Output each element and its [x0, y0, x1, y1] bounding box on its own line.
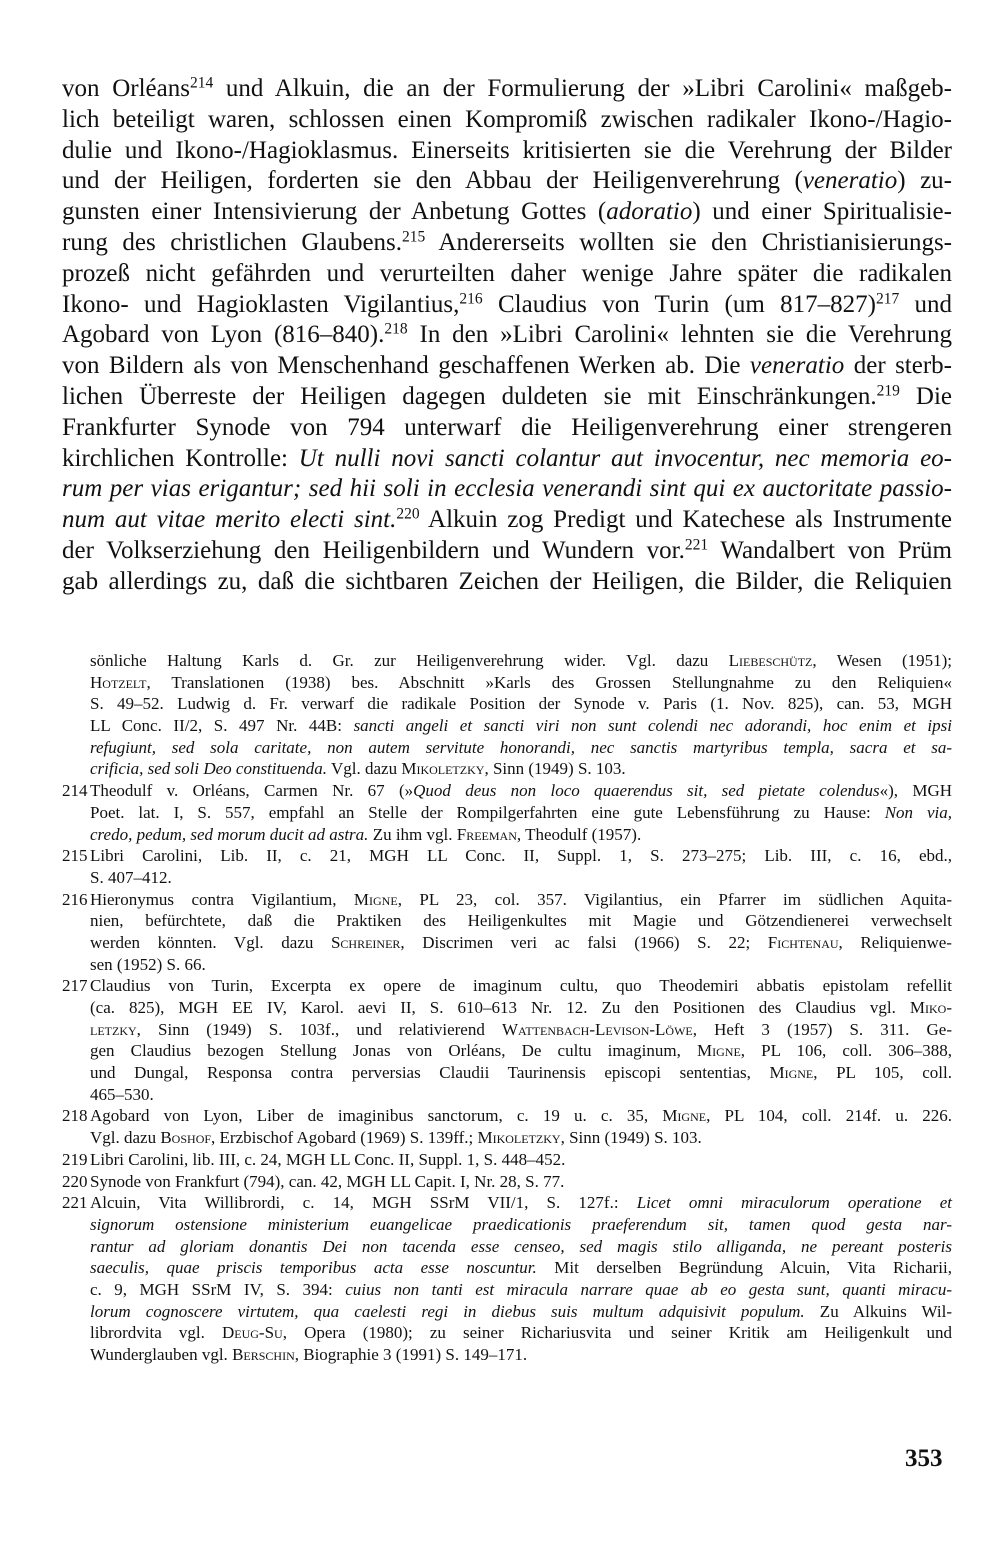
- italic-text: Ut nulli novi sancti colantur aut invocentur, nec memoria eo-: [298, 444, 952, 472]
- footnote-line: S. 407–412.: [90, 867, 172, 887]
- footnote-217: [62, 975, 952, 1105]
- footnote-line: [90, 737, 952, 759]
- footnote-line: werden könnten. Vgl. dazu Schreiner, Discrimen veri ac falsi (1966) S. 22; Fichtenau, Reliquienwe-: [90, 932, 952, 952]
- footnote-line: c. 9, MGH SSrM IV, S. 394: cuius non tanti est miracula narrare quae ab eo gesta sunt, quanti miracu-: [90, 1279, 952, 1299]
- italic-text: lorum cognoscere virtutem, qua caelesti regi in diebus suis multum adquisivit populum.: [90, 1301, 805, 1321]
- text-line: Agobard von Lyon (816–840).$^{218}$ In den »Libri Carolini« lehnten sie die Verehrung: [62, 320, 952, 349]
- italic-text: cuius non tanti est miracula narrare quae ab eo gesta sunt, quanti miracu-: [345, 1279, 952, 1299]
- italic-text: adoratio: [606, 198, 693, 226]
- text-line: der Volkserziehung den Heiligenbildern und Wundern vor.$^{221}$ Wandalbert von Prüm: [62, 536, 952, 564]
- footnote-line: Alcuin, Vita Willibrordi, c. 14, MGH SSrM VII/1, S. 127f.: Licet omni miraculorum operatione et: [90, 1193, 952, 1213]
- footnote-line: Synode von Frankfurt (794), can. 42, MGH LL Capit. I, Nr. 28, S. 77.: [90, 1171, 565, 1191]
- footnote-216: [62, 889, 952, 976]
- footnote-line: Claudius von Turin, Excerpta ex opere de imaginum cultu, quo Theodemiri abbatis epistolam refellit: [90, 976, 952, 996]
- text-line: [62, 474, 952, 505]
- footnote-line: Libri Carolini, Lib. II, c. 21, MGH LL Conc. II, Suppl. 1, S. 273–275; Lib. III, c. 16, ebd.,: [90, 846, 952, 866]
- footnote-line: Theodulf v. Orléans, Carmen Nr. 67 (»Quod deus non loco quaerendus sit, sed pietate colendus«), MGH: [90, 781, 952, 801]
- footnote-ref: 214: [189, 74, 214, 92]
- author-name: Migne: [697, 1041, 741, 1061]
- author-name: Fichtenau: [767, 932, 839, 952]
- author-name: Mikoletzky: [401, 759, 485, 779]
- footnote-number: 217: [62, 976, 88, 996]
- footnote-line: crificia, sed soli Deo constituenda. Vgl. dazu Mikoletzky, Sinn (1949) S. 103.: [90, 759, 626, 779]
- author-name: Migne: [769, 1063, 814, 1083]
- italic-text: Non via,: [884, 802, 952, 822]
- text-line: von Bildern als von Menschenhand geschaffenen Werken ab. Die veneratio der sterb-: [62, 352, 952, 380]
- italic-text: crificia, sed soli Deo constituenda.: [90, 759, 328, 779]
- text-line: rung des christlichen Glaubens.$^{215}$ Andererseits wollten sie den Christianisierungs-: [62, 228, 952, 256]
- footnote-line: [90, 1236, 952, 1258]
- main-text: [62, 74, 952, 598]
- text-line: num aut vitae merito electi sint.$^{220}$ Alkuin zog Predigt und Katechese als Instrumente: [62, 505, 952, 534]
- italic-text: num aut vitae merito electi sint.: [62, 506, 397, 534]
- footnote-line: gen Claudius bezogen Stellung Jonas von Orléans, De cultu imaginum, Migne, PL 106, coll. 306–388,: [90, 1041, 952, 1061]
- italic-text: veneratio: [802, 167, 898, 195]
- footnote-line: librordvita vgl. Deug-Su, Opera (1980); zu seiner Richariusvita und seiner Kritik am Heiligenkult und: [90, 1323, 953, 1343]
- footnote-line: letzky, Sinn (1949) S. 103f., und relativierend Wattenbach-Levison-Löwe, Heft 3 (1957) S. 311. Ge-: [90, 1019, 952, 1039]
- footnote-line: Vgl. dazu Boshof, Erzbischof Agobard (1969) S. 139ff.; Mikoletzky, Sinn (1949) S. 103.: [90, 1128, 702, 1148]
- text-line: kirchlichen Kontrolle: Ut nulli novi sancti colantur aut invocentur, nec memoria eo-: [62, 444, 952, 472]
- footnote-line: Wunderglauben vgl. Berschin, Biographie 3 (1991) S. 149–171.: [90, 1345, 528, 1364]
- footnote-number: 218: [62, 1106, 88, 1126]
- footnote-number: 220: [62, 1171, 88, 1191]
- footnote-ref: 215: [402, 228, 426, 246]
- footnote-218: [62, 1105, 952, 1148]
- text-line: von Orléans$^{214}$ und Alkuin, die an der Formulierung der »Libri Carolini« maßgeb-: [62, 74, 953, 102]
- footnote-line: 465–530.: [90, 1084, 154, 1104]
- footnote-line: lorum cognoscere virtutem, qua caelesti regi in diebus suis multum adquisivit populum. Zu Alkuins Wil-: [90, 1301, 953, 1321]
- footnote-number: 219: [62, 1149, 88, 1169]
- footnote-line: LL Conc. II/2, S. 497 Nr. 44B: sancti angeli et sancti viri non sunt colendi nec adorandi, hoc enim et ipsi: [90, 716, 952, 736]
- footnote-number: 214: [62, 781, 88, 801]
- footnote-line: [90, 1214, 952, 1236]
- text-line: prozeß nicht gefährden und verurteilten daher wenige Jahre später die radikalen: [62, 259, 952, 287]
- italic-text: refugiunt, sed sola caritate, non autem servitute honorandi, nec sanctis martyribus templa, sacra et sa-: [90, 737, 952, 757]
- text-line: Ikono- und Hagioklasten Vigilantius,$^{216}$ Claudius von Turin (um 817–827)$^{217}$ und: [62, 290, 953, 318]
- footnote-number: 216: [62, 889, 88, 909]
- author-name: Wattenbach-Levison-Löwe: [501, 1019, 693, 1039]
- footnote-ref: 216: [459, 290, 483, 308]
- footnote-ref: 219: [876, 382, 900, 400]
- footnote-line: nien, befürchtete, daß die Praktiken des Heiligenkultes mit Magie und Götzendienerei verwechselt: [90, 911, 952, 931]
- footnote-line: Libri Carolini, lib. III, c. 24, MGH LL Conc. II, Suppl. 1, S. 448–452.: [90, 1149, 566, 1169]
- footnote-ref: 221: [684, 536, 709, 554]
- footnote-line: sönliche Haltung Karls d. Gr. zur Heiligenverehrung wider. Vgl. dazu Liebeschütz, Wesen (1951);: [90, 651, 952, 670]
- author-name: Mikoletzky: [477, 1128, 561, 1148]
- italic-text: credo, pedum, sed morum ducit ad astra.: [90, 824, 369, 844]
- italic-text: saeculis, quae priscis temporibus acta esse noscuntur.: [90, 1258, 537, 1278]
- author-name: letzky: [90, 1019, 137, 1039]
- footnote-219: [62, 1149, 952, 1171]
- text-line: gunsten einer Intensivierung der Anbetung Gottes (adoratio) und einer Spiritualisie-: [62, 198, 952, 226]
- footnote-line: Agobard von Lyon, Liber de imaginibus sanctorum, c. 19 u. c. 35, Migne, PL 104, coll. 214f. u. 226.: [90, 1106, 952, 1126]
- author-name: Freeman: [456, 824, 517, 844]
- author-name: Miko-: [909, 998, 952, 1017]
- footnote-line: (ca. 825), MGH EE IV, Karol. aevi II, S. 610–613 Nr. 12. Zu den Positionen des Claudius vgl. Miko-: [90, 998, 952, 1017]
- italic-text: Licet omni miraculorum operatione et: [636, 1193, 952, 1213]
- footnotes: [62, 650, 952, 1366]
- footnote-line: Hieronymus contra Vigilantium, Migne, PL 23, col. 357. Vigilantius, ein Pfarrer im südlichen Aquita-: [90, 889, 952, 909]
- author-name: Boshof: [160, 1128, 212, 1148]
- italic-text: rum per vias erigantur; sed hii soli in ecclesia venerandi sint qui ex auctoritate passio-: [62, 475, 952, 503]
- footnote-ref: 217: [875, 290, 900, 308]
- footnote-line: S. 49–52. Ludwig d. Fr. verwarf die radikale Position der Synode v. Paris (1. Nov. 825), can. 53, MGH: [90, 694, 952, 714]
- footnote-line: sen (1952) S. 66.: [90, 954, 206, 974]
- italic-text: signorum ostensione ministerium euangelicae praedicationis praeferendum sit, tamen quod gesta nar-: [90, 1214, 952, 1234]
- text-line: lichen Überreste der Heiligen dagegen duldeten sie mit Einschränkungen.$^{219}$ Die: [62, 382, 952, 410]
- footnote-ref: 220: [396, 505, 420, 523]
- text-line: gab allerdings zu, daß die sichtbaren Zeichen der Heiligen, die Bilder, die Reliquien: [62, 567, 952, 595]
- author-name: Schreiner: [330, 932, 401, 952]
- footnote-221: [62, 1192, 952, 1366]
- italic-text: Quod deus non loco quaerendus sit, sed pietate colendus: [413, 781, 880, 801]
- italic-text: sancti angeli et sancti viri non sunt colendi nec adorandi, hoc enim et ipsi: [353, 716, 952, 736]
- author-name: Migne: [662, 1106, 707, 1126]
- footnote-line: Poet. lat. I, S. 557, empfahl an Stelle der Rompilgerfahrten eine gute Lebensführung zu Hause: Non via,: [90, 802, 952, 822]
- footnote-number: 221: [62, 1193, 88, 1213]
- footnote-220: [62, 1171, 952, 1193]
- footnote-line: und Dungal, Responsa contra perversias Claudii Taurinensis episcopi sententias, Migne, PL 105, coll.: [90, 1063, 952, 1083]
- page-number: 353: [905, 1445, 943, 1472]
- text-line: dulie und Ikono-/Hagioklasmus. Einerseits kritisierten sie die Verehrung der Bilder: [62, 136, 952, 164]
- author-name: Berschin: [232, 1345, 295, 1364]
- footnote-line: credo, pedum, sed morum ducit ad astra. Zu ihm vgl. Freeman, Theodulf (1957).: [90, 824, 642, 844]
- author-name: Liebeschütz: [728, 651, 813, 670]
- footnote-215: [62, 845, 952, 888]
- text-line: Frankfurter Synode von 794 unterwarf die Heiligenverehrung einer strengeren: [62, 413, 952, 441]
- text-line: lich beteiligt waren, schlossen einen Kompromiß zwischen radikaler Ikono-/Hagio-: [62, 105, 952, 133]
- footnote-line: Hotzelt, Translationen (1938) bes. Abschnitt »Karls des Grossen Stellungnahme zu den Reliquien«: [90, 672, 952, 692]
- text-line: und der Heiligen, forderten sie den Abbau der Heiligenverehrung (veneratio) zu-: [62, 167, 952, 195]
- footnote-line: saeculis, quae priscis temporibus acta esse noscuntur. Mit derselben Begründung Alcuin, Vita Richarii,: [90, 1258, 953, 1278]
- author-name: Hotzelt: [90, 672, 147, 692]
- footnote-214: [62, 780, 952, 845]
- italic-text: rantur ad gloriam donantis Dei non tacenda esse censeo, sed magis stilo alliganda, ne pereant posteris: [90, 1236, 952, 1256]
- author-name: Deug-Su: [221, 1323, 283, 1343]
- author-name: Migne: [353, 889, 398, 909]
- footnote-continuation: [62, 650, 952, 780]
- footnote-number: 215: [62, 846, 88, 866]
- footnote-ref: 218: [384, 320, 408, 338]
- italic-text: veneratio: [749, 352, 845, 380]
